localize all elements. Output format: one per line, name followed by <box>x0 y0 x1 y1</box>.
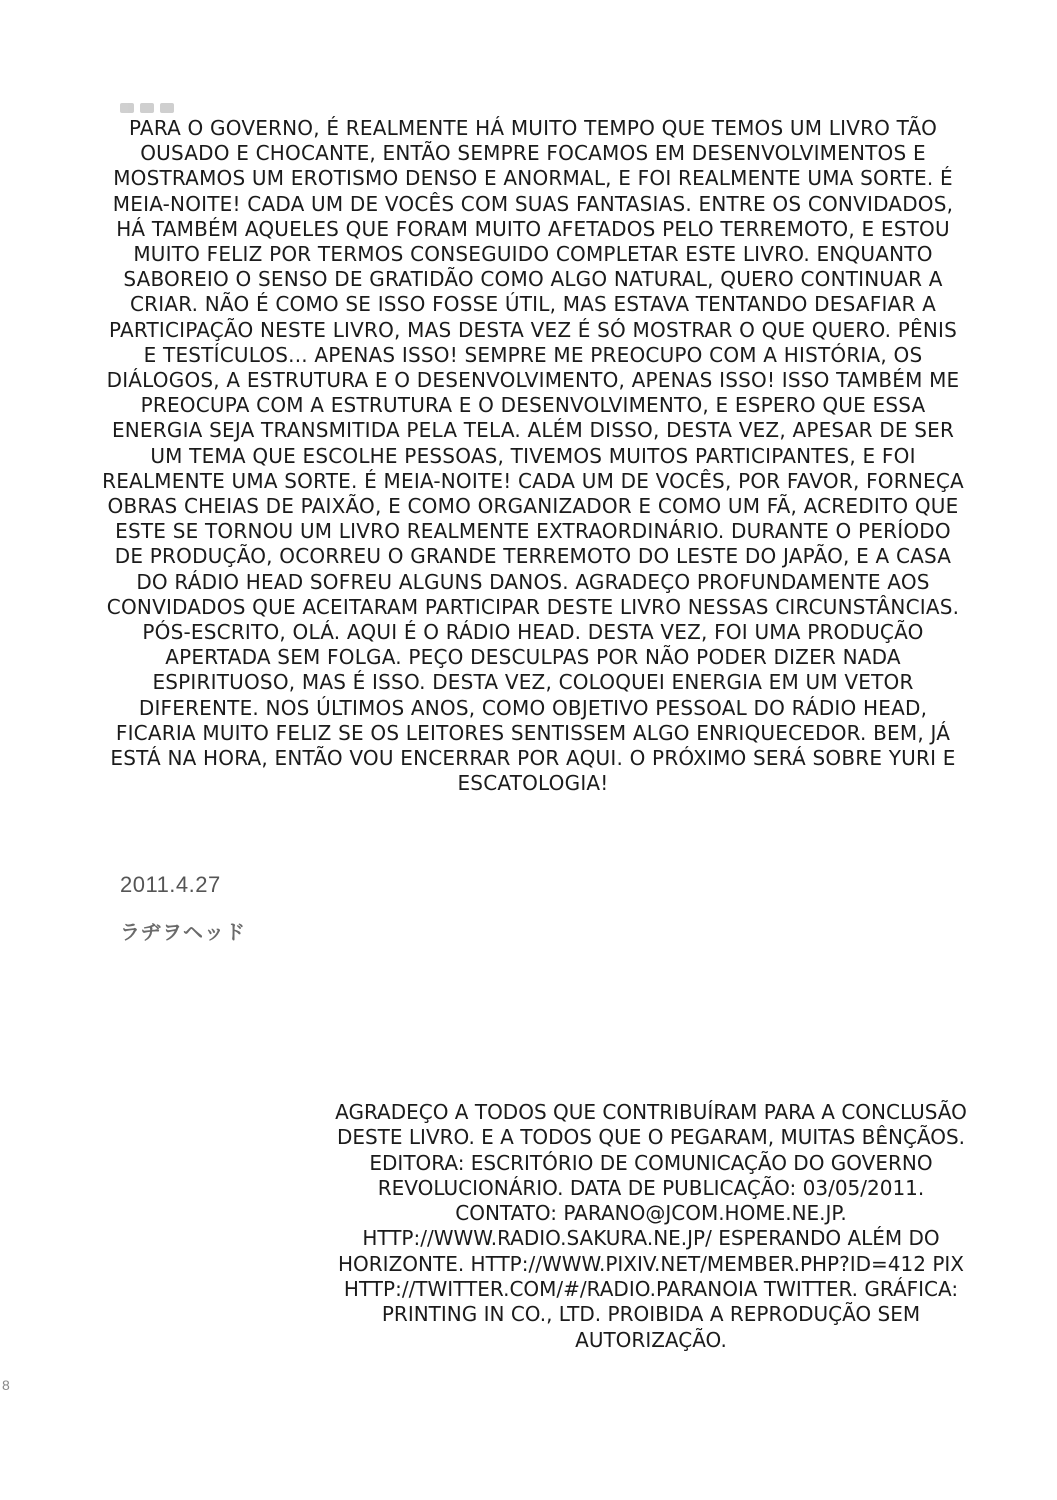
date-stamp: 2011.4.27 <box>120 872 221 897</box>
afterword-text: PARA O GOVERNO, É REALMENTE HÁ MUITO TEMPO QUE TEMOS UM LIVRO TÃO OUSADO E CHOCANTE, ENTÃO SEMPRE FOCAMOS EM DESENVOLVIMENTOS E MOSTRAMOS UM EROTISMO DENSO E ANORMAL, E FOI REALMENTE UMA SORTE. É MEIA-NOITE! CADA UM DE VOCÊS COM SUAS FANTASIAS. ENTRE OS CONVIDADOS, HÁ TAMBÉM AQUELES QUE FORAM MUITO AFETADOS PELO TERREMOTO, E ESTOU MUITO FELIZ POR TERMOS CONSEGUIDO COMPLETAR ESTE LIVRO. ENQUANTO SABOREIO O SENSO DE GRATIDÃO COMO ALGO NATURAL, QUERO CONTINUAR A CRIAR. NÃO É COMO SE ISSO FOSSE ÚTIL, MAS ESTAVA TENTANDO DESAFIAR A PARTICIPAÇÃO NESTE LIVRO, MAS DESTA VEZ É SÓ MOSTRAR O QUE QUERO. PÊNIS E TESTÍCULOS... APENAS ISSO! SEMPRE ME PREOCUPO COM A HISTÓRIA, OS DIÁLOGOS, A ESTRUTURA E O DESENVOLVIMENTO, APENAS ISSO! ISSO TAMBÉM ME PREOCUPA COM A ESTRUTURA E O DESENVOLVIMENTO, E ESPERO QUE ESSA ENERGIA SEJA TRANSMITIDA PELA TELA. ALÉM DISSO, DESTA VEZ, APESAR DE SER UM TEMA QUE ESCOLHE PESSOAS, TIVEMOS MUITOS PARTICIPANTES, E FOI REALMENTE UMA SORTE. É MEIA-NOITE! CADA UM DE VOCÊS, POR FAVOR, FORNEÇA OBRAS CHEIAS DE PAIXÃO, E COMO ORGANIZADOR E COMO UM FÃ, ACREDITO QUE ESTE SE TORNOU UM LIVRO REALMENTE EXTRAORDINÁRIO. DURANTE O PERÍODO DE PRODUÇÃO, OCORREU O GRANDE TERREMOTO DO LESTE DO JAPÃO, E A CASA DO RÁDIO HEAD SOFREU ALGUNS DANOS. AGRADEÇO PROFUNDAMENTE AOS CONVIDADOS QUE ACEITARAM PARTICIPAR DESTE LIVRO NESSAS CIRCUNSTÂNCIAS. PÓS-ESCRITO, OLÁ. AQUI É O RÁDIO HEAD. DESTA VEZ, FOI UMA PRODUÇÃO APERTADA SEM FOLGA. PEÇO DESCULPAS POR NÃO PODER DIZER NADA ESPIRITUOSO, MAS É ISSO. DESTA VEZ, COLOQUEI ENERGIA EM UM VETOR DIFERENTE. NOS ÚLTIMOS ANOS, COMO OBJETIVO PESSOAL DO RÁDIO HEAD, FICARIA MUITO FELIZ SE OS LEITORES SENTISSEM ALGO ENRIQUECEDOR. BEM, JÁ ESTÁ NA HORA, ENTÃO VOU ENCERRAR POR AQUI. O PRÓXIMO SERÁ SOBRE YURI E ESCATOLOGIA! <box>102 116 964 796</box>
page-number: 8 <box>2 1377 10 1393</box>
colophon-text: AGRADEÇO A TODOS QUE CONTRIBUÍRAM PARA A CONCLUSÃO DESTE LIVRO. E A TODOS QUE O PEGARAM, MUITAS BÊNÇÃOS. EDITORA: ESCRITÓRIO DE COMUNICAÇÃO DO GOVERNO REVOLUCIONÁRIO. DATA DE PUBLICAÇÃO: 03/05/2011. CONTATO: PARANO@JCOM.HOME.NE.JP. HTTP://WWW.RADIO.SAKURA.NE.JP/ ESPERANDO ALÉM DO HORIZONTE. HTTP://WWW.PIXIV.NET/MEMBER.PHP?ID=412 PIX HTTP://TWITTER.COM/#/RADIO.PARANOIA TWITTER. GRÁFICA: PRINTING IN CO., LTD. PROIBIDA A REPRODUÇÃO SEM AUTORIZAÇÃO. <box>335 1100 967 1352</box>
faint-header-mark <box>120 98 190 112</box>
author-signature: ラヂヲヘッド <box>120 920 246 944</box>
